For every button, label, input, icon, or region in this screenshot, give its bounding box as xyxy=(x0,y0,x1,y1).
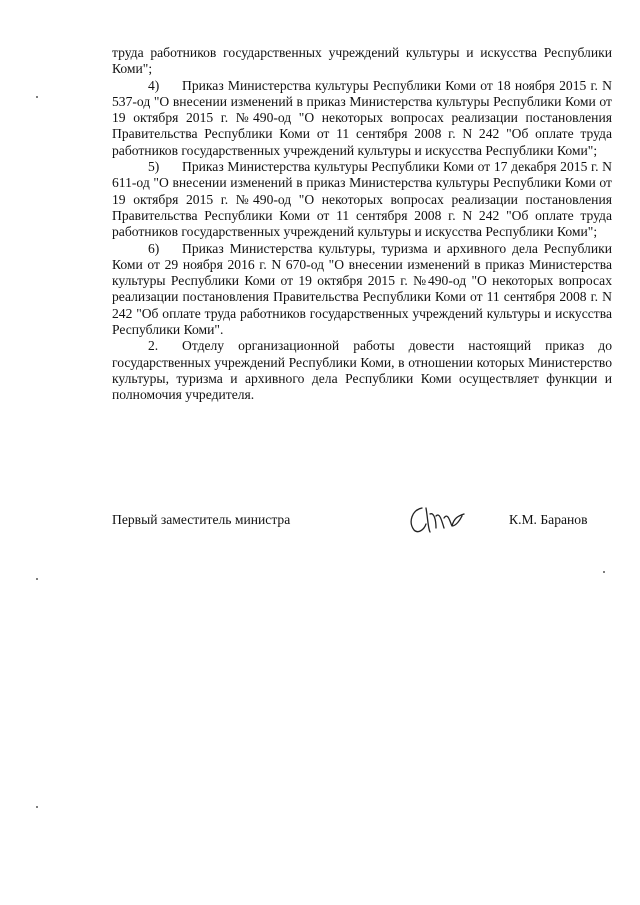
document-body xyxy=(112,45,612,404)
signatory-title: Первый заместитель министра xyxy=(112,512,291,527)
scan-speck xyxy=(36,806,38,808)
list-item-text: Приказ Министерства культуры Республики Коми от 18 ноября 2015 г. N 537-од "О внесении изменений в приказ Министерства культуры Республики Коми от 19 октября 2015 г. №490-од "О некоторых вопросах реализации постановления Правительства Республики Коми от 11 сентября 2008 г. N 242 "Об оплате труда работников государственных учреждений культуры и искусства Республики Коми"; xyxy=(112,77,612,158)
signature-block xyxy=(112,510,612,540)
list-item-number: 4) xyxy=(148,77,160,93)
scan-speck xyxy=(603,571,605,573)
list-item-text: Приказ Министерства культуры Республики Коми от 17 декабря 2015 г. N 611-од "О внесении изменений в приказ Министерства культуры Республики Коми от 19 октября 2015 г. №490-од "О некоторых вопросах реализации постановления Правительства Республики Коми от 11 сентября 2008 г. N 242 "Об оплате труда работников государственных учреждений культуры и искусства Республики Коми"; xyxy=(112,159,612,240)
list-item-number: 6) xyxy=(148,240,160,256)
list-item-text: Приказ Министерства культуры, туризма и архивного дела Республики Коми от 29 ноября 2016 г. N 670-од "О внесении изменений в приказ Министерства культуры Республики Коми от 19 октября 2015 г. №490-од "О некоторых вопросах реализации постановления Правительства Республики Коми от 11 сентября 2008 г. N 242 "Об оплате труда работников государственных учреждений культуры и искусства Республики Коми". xyxy=(112,240,612,338)
list-item-4 xyxy=(112,78,612,159)
list-item-5 xyxy=(112,159,612,240)
list-item-number: 5) xyxy=(148,159,160,175)
paragraph-2 xyxy=(112,338,612,403)
handwritten-signature xyxy=(404,500,474,538)
list-item-6 xyxy=(112,241,612,339)
scan-speck xyxy=(36,578,38,580)
paragraph-number: 2. xyxy=(148,338,159,354)
paragraph-text: Отделу организационной работы довести настоящий приказ до государственных учреждений Республики Коми, в отношении которых Министерство культуры, туризма и архивного дела Республики Коми осуществляет функции и полномочия учредителя. xyxy=(112,338,612,403)
intro-fragment: труда работников государственных учреждений культуры и искусства Республики Коми"; xyxy=(112,45,612,77)
scan-speck xyxy=(36,96,38,98)
signatory-name: К.М. Баранов xyxy=(509,512,588,527)
